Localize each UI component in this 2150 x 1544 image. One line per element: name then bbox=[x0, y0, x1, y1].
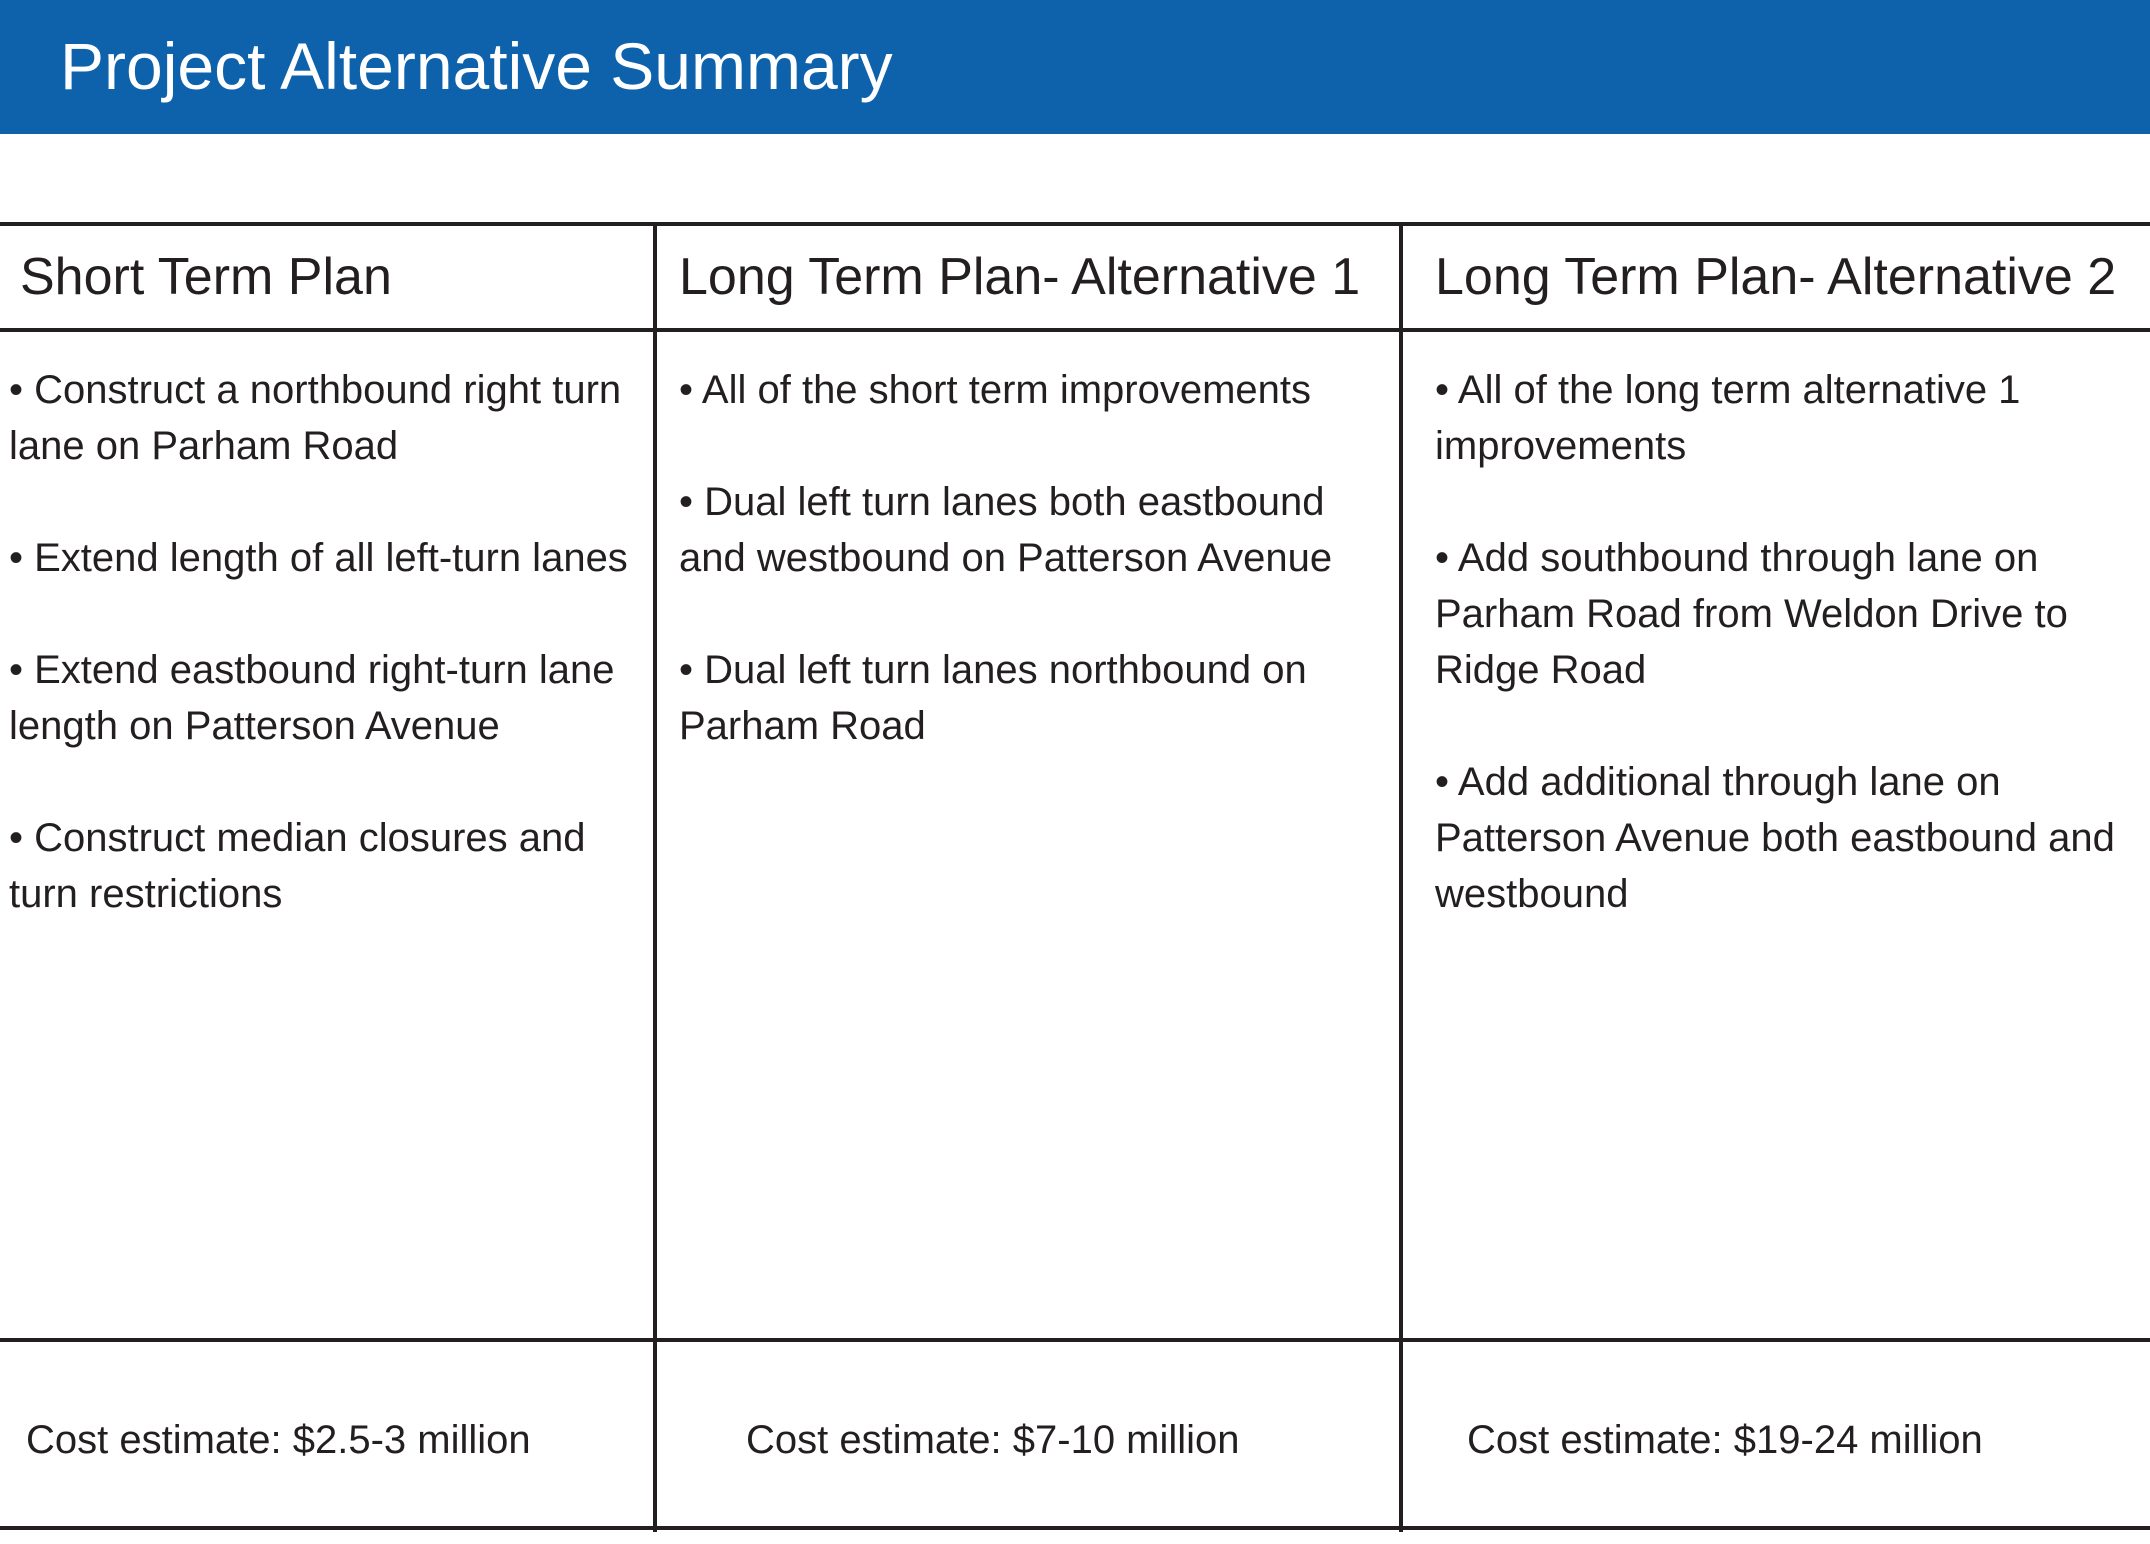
cost-divider-rule bbox=[0, 1338, 2150, 1342]
page-title: Project Alternative Summary bbox=[60, 29, 893, 103]
table-top-rule bbox=[0, 222, 2150, 226]
cost-estimate-short-term: Cost estimate: $2.5-3 million bbox=[26, 1418, 531, 1462]
list-item: • Dual left turn lanes both eastbound and westbound on Patterson Avenue bbox=[679, 480, 1333, 580]
column-header-short-term: Short Term Plan bbox=[20, 248, 392, 306]
title-banner bbox=[0, 0, 2150, 134]
list-item: • Construct a northbound right turn lane on Parham Road bbox=[9, 368, 622, 468]
list-item: • Add southbound through lane on Parham Road from Weldon Drive to Ridge Road bbox=[1435, 536, 2068, 692]
list-item: • Dual left turn lanes northbound on Parham Road bbox=[679, 648, 1307, 748]
column-divider-1 bbox=[653, 222, 657, 1532]
cost-estimate-long-term-alt-1: Cost estimate: $7-10 million bbox=[746, 1418, 1240, 1462]
list-item: • Extend eastbound right-turn lane length on Patterson Avenue bbox=[9, 648, 615, 748]
column-header-long-term-alt-2: Long Term Plan- Alternative 2 bbox=[1435, 248, 2117, 306]
list-item: • All of the short term improvements bbox=[679, 368, 1312, 412]
list-item: • Add additional through lane on Patterson Avenue both eastbound and westbound bbox=[1435, 760, 2115, 916]
cost-estimate-long-term-alt-2: Cost estimate: $19-24 million bbox=[1467, 1418, 1983, 1462]
list-item: • All of the long term alternative 1 improvements bbox=[1435, 368, 2021, 468]
header-divider-rule bbox=[0, 328, 2150, 332]
list-item: • Extend length of all left-turn lanes bbox=[9, 536, 628, 580]
table-bottom-rule bbox=[0, 1526, 2150, 1530]
column-body-long-term-alt-2 bbox=[1435, 362, 2135, 978]
list-item: • Construct median closures and turn restrictions bbox=[9, 816, 586, 916]
column-body-long-term-alt-1 bbox=[679, 362, 1379, 810]
column-body-short-term bbox=[9, 362, 637, 978]
column-header-long-term-alt-1: Long Term Plan- Alternative 1 bbox=[679, 248, 1361, 306]
column-divider-2 bbox=[1399, 222, 1403, 1532]
